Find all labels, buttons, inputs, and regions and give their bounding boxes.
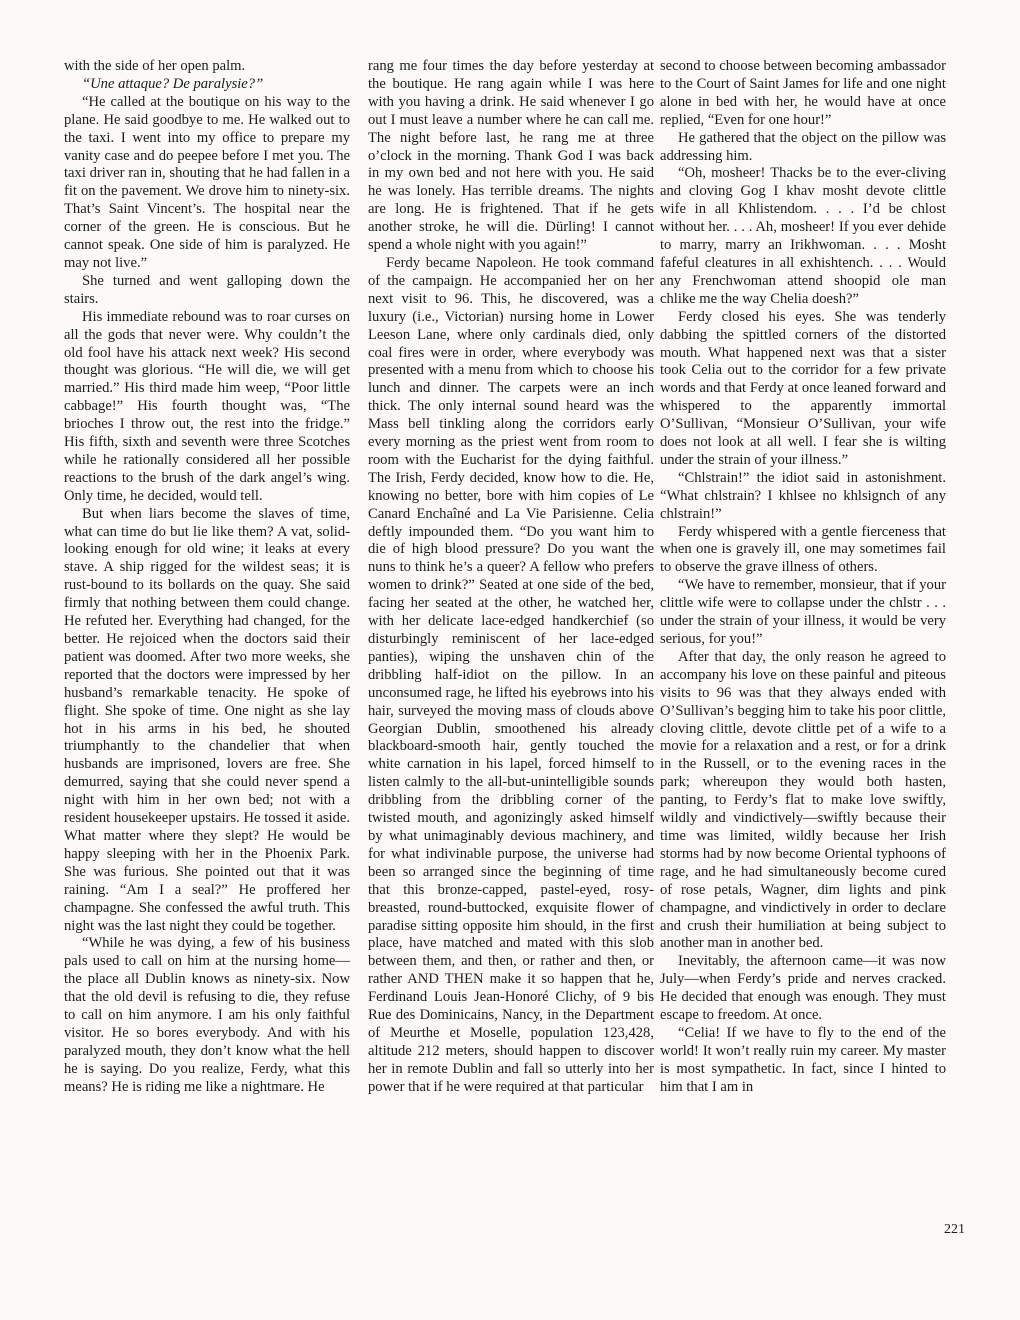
paragraph: “Chlstrain!” the idiot said in astonishment. “What chlstrain? I khlsee no khlsignch of any chlstrain!” bbox=[660, 469, 946, 522]
paragraph: rang me four times the day before yesterday at the boutique. He rang again while I was here with you having a drink. He said whenever I go out I must leave a number where he can call me. The night before last, he rang me at three o’clock in the morning. Thank God I was back in my own bed and not here with you. He said he was lonely. Has terrible dreams. The nights are long. He is frightened. That if he gets another stroke, he will die. Dürling! I cannot spend a whole night with you again!” bbox=[368, 58, 654, 254]
paragraph: second to choose between becoming ambassador to the Court of Saint James for life and one night alone in bed with her, he would have at once replied, “Even for one hour!” bbox=[660, 58, 946, 128]
paragraph: “Celia! If we have to fly to the end of the world! It won’t really ruin my career. My master is most sympathetic. In fact, since I hinted to him that I am in bbox=[660, 1024, 946, 1095]
paragraph: But when liars become the slaves of time, what can time do but lie like them? A vat, solid-looking enough for old wine; it leaks at every stave. A ship rigged for the wildest seas; it is rust-bound to its bollards on the quay. She said firmly that nothing between them could change. He refuted her. Everything had changed, for the better. He rejoiced when the doctors said their patient was doomed. After two more weeks, she reported that the doctors were impressed by her husband’s remarkable tenacity. He spoke of flight. She spoke of time. One night as she lay hot in his arms in his bed, he shouted triumphantly to the chandelier that when husbands are imprisoned, lovers are free. She demurred, saying that she could never spend a night with him in her own bed; not with a resident housekeeper upstairs. He tossed it aside. What matter where they slept? He would be happy sleeping with her in the Phoenix Park. She was furious. She pointed out that it was raining. “Am I a seal?” He proffered her champagne. She confessed the awful truth. This night was the last night they could be together. bbox=[64, 505, 350, 934]
paragraph: His immediate rebound was to roar curses on all the gods that never were. Why couldn’t the old fool have his attack next week? His second thought was glorious. “He will die, we will get married.” His third made him weep, “Poor little cabbage!” His fourth thought was, “The brioches I throw out, the rest into the fridge.” His fifth, sixth and seventh were three Scotches while he rationally considered all her possible reactions to the brush of the dark angel’s wing. Only time, he decided, would tell. bbox=[64, 308, 350, 504]
paragraph: Inevitably, the afternoon came—it was now July—when Ferdy’s pride and nerves cracked. He decided that enough was enough. They must escape to freedom. At once. bbox=[660, 953, 946, 1024]
paragraph: Ferdy whispered with a gentle fierceness that when one is gravely ill, one may sometimes fail to observe the grave illness of others. bbox=[660, 523, 946, 576]
paragraph: He gathered that the object on the pillow was addressing him. bbox=[660, 129, 946, 164]
paragraph: “Une attaque? De paralysie?” bbox=[82, 75, 264, 92]
paragraph: Ferdy closed his eyes. She was tenderly dabbing the spittled corners of the distorted mouth. What happened next was that a sister took Celia out to the corridor for a few private words and that Ferdy at once leaned forward and whispered to the apparently immortal O’Sullivan, “Monsieur O’Sullivan, your wife does not look at all well. I fear she is wilting under the strain of your illness.” bbox=[660, 308, 946, 468]
paragraph: She turned and went galloping down the stairs. bbox=[64, 272, 350, 307]
page-number: 221 bbox=[944, 1222, 965, 1237]
paragraph: “Oh, mosheer! Thacks be to the ever-cliving and cloving Gog I khav mosht devote clittle wife in all Khlistendom. . . . I’d be chlost without her. . . . Ah, mosheer! If you ever dehide to marry, marry an Irikhwoman. . . . Mosht fafeful cleatures in all exhishtench. . . . Would any Frenchwoman attend shoopid ole man chlike me the way Chelia doesh?” bbox=[660, 165, 946, 307]
paragraph: with the side of her open palm. bbox=[64, 58, 246, 74]
paragraph: “He called at the boutique on his way to the plane. He said goodbye to me. He walked out to the taxi. I went into my office to prepare my vanity case and do peepee before I met you. The taxi driver ran in, shouting that he had fallen in a fit on the pavement. We drove him to ninety-six. That’s Saint Vincent’s. The hospital near the corner of the green. He is conscious. But he cannot speak. One side of him is paralyzed. He may not live.” bbox=[64, 93, 350, 271]
text-column-middle bbox=[368, 58, 654, 1097]
text-column-left bbox=[64, 58, 350, 1097]
paragraph: After that day, the only reason he agreed to accompany his love on these painful and piteous visits to 96 was that they always ended with O’Sullivan’s begging him to take his poor clittle, cloving clittle, devote clittle pet of a wife to a movie for a relaxation and a rest, or for a drink in the Russell, or to the evening races in the park; whereupon they would both hasten, panting, to Ferdy’s flat to make love swiftly, wildly and vindictively—swiftly because their time was limited, wildly because her Irish storms had by now become Oriental typhoons of rage, and he had simultaneously become cured of rose petals, Wagner, dim lights and pink champagne, and vindictively in order to declare and crush their humiliation at being subject to another man in another bed. bbox=[660, 648, 946, 952]
paragraph: Ferdy became Napoleon. He took command of the campaign. He accompanied her on her next visit to 96. This, he discovered, was a luxury (i.e., Victorian) nursing home in Lower Leeson Lane, where only cardinals died, only coal fires were in order, where everybody was presented with a menu from which to choose his lunch and dinner. The carpets were an inch thick. The only internal sound heard was the Mass bell tinkling along the corridors early every morning as the priest went from room to room with the Eucharist for the dying faithful. The Irish, Ferdy decided, know how to die. He, knowing no better, bore with him copies of Le Canard Enchaîné and La Vie Parisienne. Celia deftly impounded them. “Do you want him to die of high blood pressure? Do you want the nuns to think he’s a queer? A fellow who prefers women to drink?” Seated at one side of the bed, facing her seated at the other, he watched her, with her delicate lace-edged handkerchief (so disturbingly reminiscent of her lace-edged panties), wiping the unshaven chin of the dribbling half-idiot on the pillow. In an unconsumed rage, he lifted his eyebrows into his hair, surveyed the moving mass of clouds above Georgian Dublin, smoothened his already blackboard-smooth hair, gently touched the white carnation in his lapel, forced himself to listen calmly to the all-but-unintelligible sounds dribbling from the dribbling corner of the twisted mouth, and agonizingly asked himself by what unimaginably devious machinery, and for what indivinable purpose, the universe had been so arranged since the beginning of time that this bronze-capped, pastel-eyed, rosy-breasted, round-buttocked, exquisite flower of paradise sitting opposite him should, in the first place, have matched and mated with this slob between them, and then, or rather and then, or rather AND THEN make it so happen that he, Ferdinand Louis Jean-Honoré Clichy, of 9 bis Rue des Dominicains, Nancy, in the Department of Meurthe et Moselle, population 123,428, altitude 212 meters, should happen to discover her in remote Dublin and fall so utterly into her power that if he were required at that particular bbox=[368, 254, 654, 1095]
paragraph: “While he was dying, a few of his business pals used to call on him at the nursing home—the place all Dublin knows as ninety-six. Now that the old devil is refusing to die, they refuse to call on him anymore. I am his only faithful visitor. He so bores everybody. And with his paralyzed mouth, they don’t know what the hell he is saying. Do you realize, Ferdy, what this means? He is riding me like a nightmare. He bbox=[64, 935, 350, 1095]
paragraph: “We have to remember, monsieur, that if your clittle wife were to collapse under the chlstr . . . under the strain of your illness, it would be very serious, for you!” bbox=[660, 577, 946, 647]
text-column-right bbox=[660, 58, 946, 1097]
